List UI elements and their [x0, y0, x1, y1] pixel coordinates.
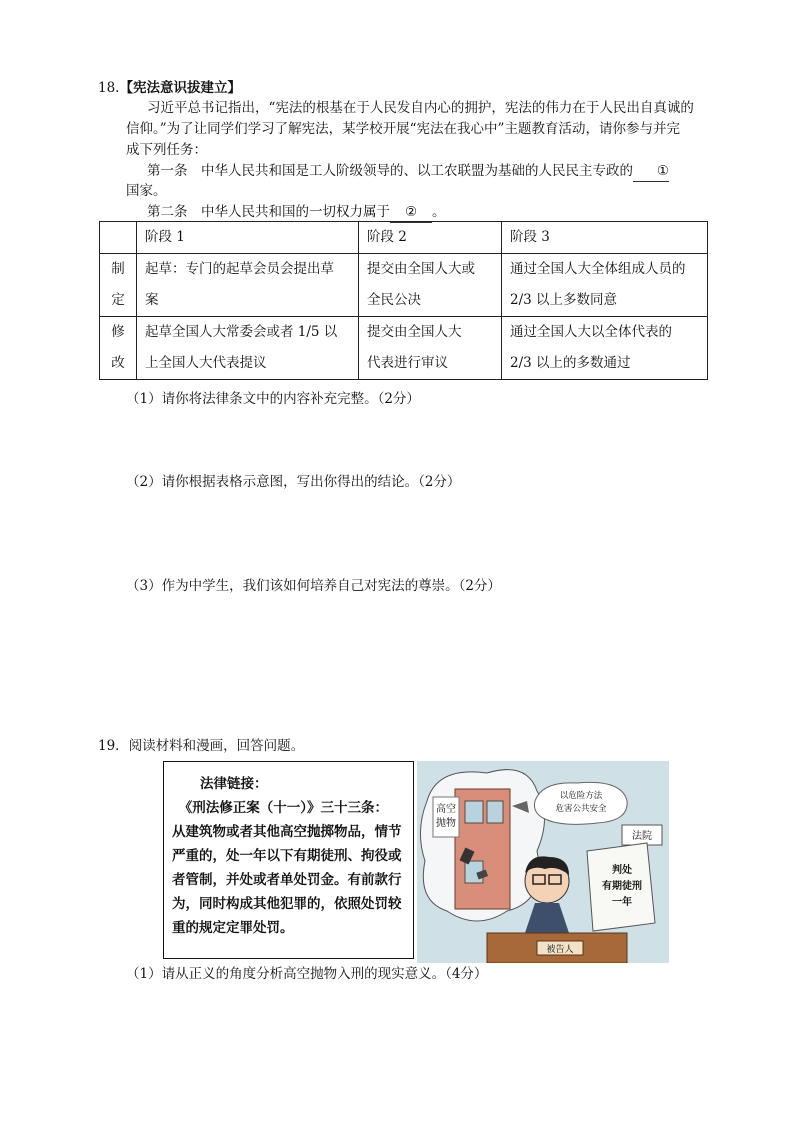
row-label-amend: 修 改	[100, 317, 137, 380]
constitution-process-table	[99, 221, 708, 380]
article-2-text: 第二条 中华人民共和国的一切权力属于	[147, 204, 390, 220]
table-row	[100, 254, 708, 317]
law-line: 从建筑物或者其他高空抛掷物品，情节	[172, 824, 402, 840]
law-line: 严重的，处一年以下有期徒刑、拘役或	[172, 848, 402, 864]
blank-2: ②	[390, 202, 432, 223]
high-altitude-throwing-cartoon	[417, 761, 669, 963]
table-row	[100, 317, 708, 380]
label-danger-2: 危害公共安全	[555, 804, 607, 814]
q18-heading	[98, 78, 241, 98]
row-label-enact: 制 定	[100, 254, 137, 317]
building-window-icon	[465, 801, 483, 823]
table-cell: 起草全国人大常委会或者 1/5 以 上全国人大代表提议	[137, 317, 359, 380]
table-cell: 起草：专门的起草会员会提出草 案	[137, 254, 359, 317]
q18-subquestion-3: （3）作为中学生，我们该如何培养自己对宪法的尊崇。（2分）	[126, 578, 501, 594]
label-high: 高空	[436, 804, 456, 815]
q19-number: 19．	[98, 738, 129, 754]
label-danger-1: 以危险方法	[559, 791, 603, 801]
q19-heading	[98, 736, 304, 756]
article-2-end: 。	[432, 204, 446, 220]
q18-subquestion-1: （1）请你将法律条文中的内容补充完整。（2分）	[126, 391, 420, 407]
table-cell: 提交由全国人大或 全民公决	[359, 254, 502, 317]
law-line: 者管制，并处或者单处罚金。有前款行	[172, 872, 402, 888]
law-line: 《刑法修正案（十一）》三十三条：	[172, 800, 388, 816]
label-verdict-3: 一年	[612, 897, 632, 908]
q18-article-1-end: 国家。	[126, 183, 167, 199]
table-cell: 通过全国人大以全体代表的 2/3 以上的多数通过	[502, 317, 708, 380]
article-1-text: 第一条 中华人民共和国是工人阶级领导的、以工农联盟为基础的人民民主专政的	[147, 163, 633, 179]
q18-number: 18.	[98, 80, 120, 96]
q18-intro-line-2: 信仰。”为了让同学们学习了解宪法，某学校开展“宪法在我心中”主题教育活动，请你参与并完	[126, 121, 680, 137]
law-link-box	[163, 761, 414, 959]
label-verdict-1: 判处	[612, 865, 632, 876]
law-line: 重的规定定罪处罚。	[172, 920, 294, 936]
building-window-icon	[487, 801, 503, 823]
q18-subquestion-2: （2）请你根据表格示意图，写出你得出的结论。（2分）	[126, 474, 461, 490]
table-header-cell: 阶段 3	[502, 222, 708, 254]
q18-intro-line-1: 习近平总书记指出，“宪法的根基在于人民发自内心的拥护，宪法的伟力在于人民出自真诚的	[147, 100, 694, 116]
table-cell: 提交由全国人大 代表进行审议	[359, 317, 502, 380]
table-cell: 通过全国人大全体组成人员的 2/3 以上多数同意	[502, 254, 708, 317]
q18-article-2	[147, 202, 446, 223]
blank-1: ①	[633, 161, 669, 182]
q18-intro-line-3: 成下列任务：	[126, 142, 207, 158]
table-header-cell: 阶段 2	[359, 222, 502, 254]
q18-title: 【宪法意识拔建立】	[119, 80, 241, 96]
q18-article-1	[147, 161, 669, 182]
law-text	[172, 772, 408, 940]
law-line: 为，同时构成其他犯罪的，依照处罚较	[172, 896, 402, 912]
label-verdict-2: 有期徒刑	[602, 881, 642, 892]
table-header-cell: 阶段 1	[137, 222, 359, 254]
label-defendant: 被告人	[546, 945, 574, 955]
table-header-cell	[100, 222, 137, 254]
label-court: 法院	[632, 831, 652, 842]
q19-subquestion-1: （1）请从正义的角度分析高空抛物入刑的现实意义。（4分）	[126, 966, 488, 982]
label-throw: 抛物	[436, 818, 456, 829]
law-title: 法律链接：	[200, 776, 268, 792]
table-header-row	[100, 222, 708, 254]
high-label-box	[433, 797, 459, 837]
q19-prompt: 阅读材料和漫画，回答问题。	[128, 738, 305, 754]
